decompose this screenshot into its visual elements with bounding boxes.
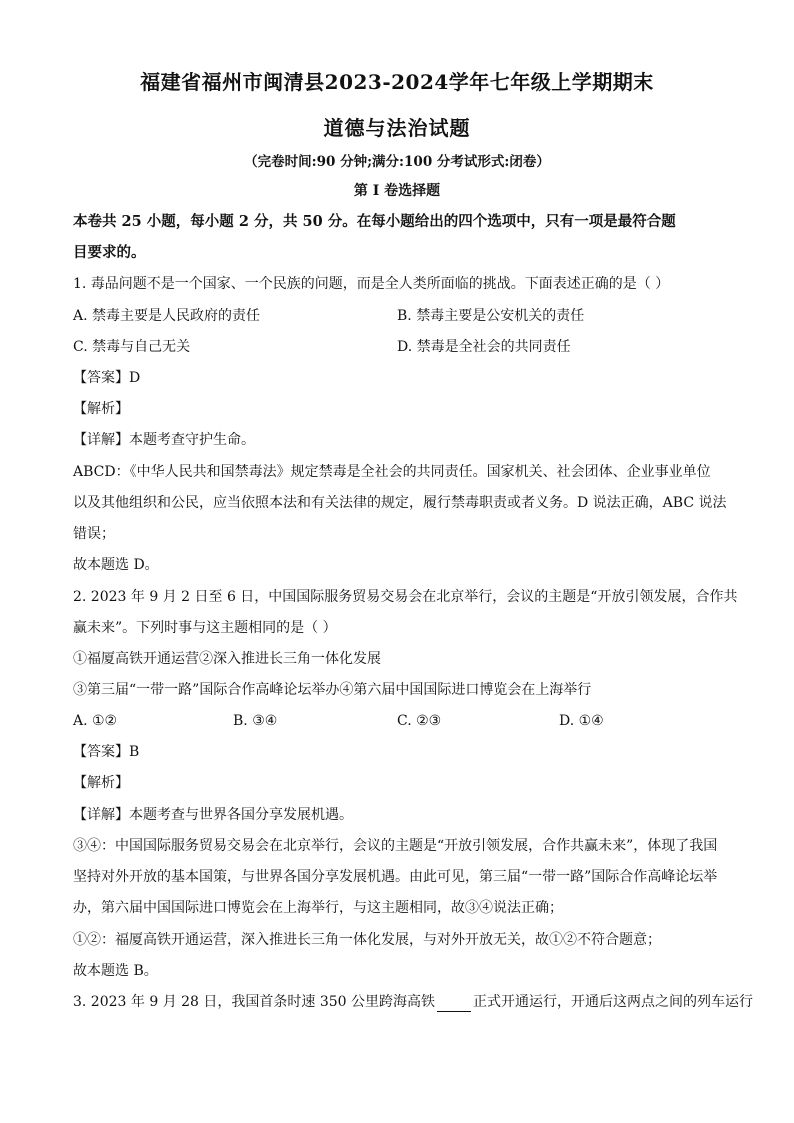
explanation-line: 错误； (73, 526, 115, 542)
explanation-line: ABCD：《中华人民共和国禁毒法》规定禁毒是全社会的共同责任。国家机关、社会团体、企业事业单位 (73, 464, 711, 480)
question-statements: ①福厦高铁开通运营②深入推进长三角一体化发展 (73, 651, 381, 667)
option-d: D. ①④ (559, 713, 604, 729)
option-a: A. 禁毒主要是人民政府的责任 (73, 308, 261, 324)
explanation-line: 坚持对外开放的基本国策，与世界各国分享发展机遇。由此可见，第三届“一带一路”国际合作高峰论坛举 (73, 869, 718, 885)
explanation-line: 故本题选 B。 (73, 963, 158, 979)
instructions-line: 本卷共 25 小题，每小题 2 分，共 50 分。在每小题给出的四个选项中，只有一项是最符合题 (73, 213, 676, 230)
option-c: C. ②③ (397, 713, 442, 729)
explanation-line: 办，第六届中国国际进口博览会在上海举行，与这主题相同，故③④说法正确； (73, 900, 563, 916)
question-stem: 1. 毒品问题不是一个国家、一个民族的问题，而是全人类所面临的挑战。下面表述正确的是（ ） (73, 276, 670, 292)
fill-blank (437, 997, 471, 1012)
question-stem-part: 正式开通运行，开通后这两点之间的列车运行 (473, 994, 754, 1010)
question-stem: 赢未来”。下列时事与这主题相同的是（ ） (73, 620, 337, 636)
answer-label: 【答案】B (73, 744, 140, 760)
option-a: A. ①② (73, 713, 118, 729)
explanation-line: 以及其他组织和公民，应当依照本法和有关法律的规定，履行禁毒职责或者义务。D 说法正确，ABC 说法 (73, 495, 727, 511)
explanation-line: ③④：中国国际服务贸易交易会在北京举行，会议的主题是“开放引领发展，合作共赢未来”，体现了我国 (73, 838, 718, 854)
question-stem: 2. 2023 年 9 月 2 日至 6 日，中国国际服务贸易交易会在北京举行，会议的主题是“开放引领发展，合作共 (73, 589, 738, 605)
question-statements: ③第三届“一带一路”国际合作高峰论坛举办④第六届中国国际进口博览会在上海举行 (73, 682, 592, 698)
explanation-line: ①②：福厦高铁开通运营，深入推进长三角一体化发展，与对外开放无关，故①②不符合题意； (73, 932, 661, 948)
exam-info: （完卷时间:90 分钟;满分:100 分考试形式:闭卷） (244, 154, 550, 170)
section-title: 第 I 卷选择题 (353, 183, 441, 199)
document-subject-title: 道德与法治试题 (323, 116, 471, 140)
analysis-label: 【解析】 (73, 775, 129, 791)
question-stem-part: 3. 2023 年 9 月 28 日，我国首条时速 350 公里跨海高铁 (73, 994, 436, 1010)
detail-text: 【详解】本题考查与世界各国分享发展机遇。 (73, 807, 353, 823)
option-b: B. 禁毒主要是公安机关的责任 (397, 308, 585, 324)
explanation-line: 故本题选 D。 (73, 557, 159, 573)
instructions-line: 目要求的。 (73, 244, 146, 261)
question-stem (73, 992, 754, 1012)
option-c: C. 禁毒与自己无关 (73, 339, 191, 355)
answer-label: 【答案】D (73, 370, 141, 386)
document-title: 福建省福州市闽清县2023-2024学年七年级上学期期末 (140, 70, 654, 94)
detail-text: 【详解】本题考查守护生命。 (73, 432, 255, 448)
option-b: B. ③④ (233, 713, 278, 729)
analysis-label: 【解析】 (73, 401, 129, 417)
option-d: D. 禁毒是全社会的共同责任 (397, 339, 571, 355)
